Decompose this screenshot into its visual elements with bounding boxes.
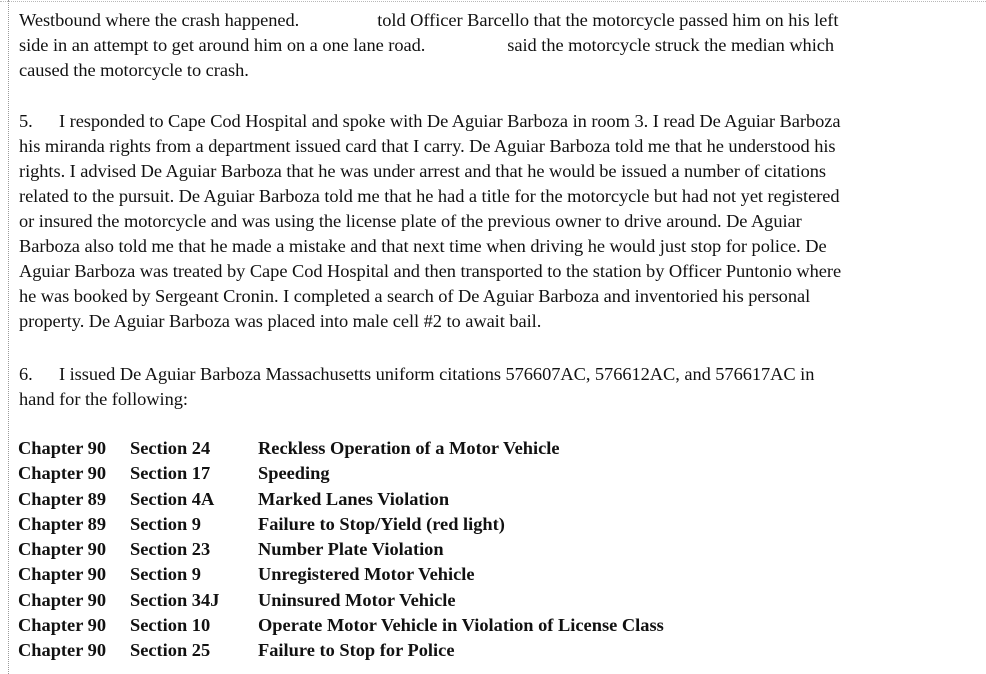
para5-number: 5. xyxy=(19,111,33,131)
para5-line-1-text: I responded to Cape Cod Hospital and spoke with De Aguiar Barboza in room 3. I read De Aguiar Barboza xyxy=(59,111,841,131)
citation-description: Uninsured Motor Vehicle xyxy=(258,589,456,610)
intro-line-1-part-a: Westbound where the crash happened. xyxy=(19,10,300,30)
citation-description: Operate Motor Vehicle in Violation of License Class xyxy=(258,615,664,636)
para6-line-1-text: I issued De Aguiar Barboza Massachusetts uniform citations 576607AC, 576612AC, and 576617AC in xyxy=(59,364,815,384)
citation-section: Section 10 xyxy=(130,615,211,636)
scan-edge-top xyxy=(0,1,986,2)
citation-section: Section 4A xyxy=(130,488,215,509)
para5-line-5: or insured the motorcycle and was using the license plate of the previous owner to drive around. De Aguiar xyxy=(19,211,802,231)
intro-line-3 xyxy=(19,59,249,81)
citation-chapter: Chapter 90 xyxy=(18,589,107,610)
citation-section: Section 34J xyxy=(130,589,220,610)
para5-line-7: Aguiar Barboza was treated by Cape Cod Hospital and then transported to the station by Officer Puntonio where xyxy=(19,261,842,281)
citation-chapter: Chapter 90 xyxy=(18,615,107,636)
citation-section: Section 9 xyxy=(130,513,202,534)
intro-line-3-text: caused the motorcycle to crash. xyxy=(19,60,249,80)
para5-line-3: rights. I advised De Aguiar Barboza that he was under arrest and that he would be issued a number of citations xyxy=(19,161,827,181)
citation-section: Section 23 xyxy=(130,539,211,560)
citation-description: Unregistered Motor Vehicle xyxy=(258,564,475,585)
scan-edge-left xyxy=(8,0,9,674)
intro-line-2-part-a: side in an attempt to get around him on a one lane road. xyxy=(19,35,426,55)
citation-description: Reckless Operation of a Motor Vehicle xyxy=(258,438,560,458)
intro-line-2 xyxy=(19,34,834,56)
citation-chapter: Chapter 89 xyxy=(18,488,107,509)
para6-line-2: hand for the following: xyxy=(19,389,188,409)
para5-line-1 xyxy=(19,110,840,132)
intro-line-1-part-b: told Officer Barcello that the motorcycle passed him on his left xyxy=(377,10,839,30)
citation-chapter: Chapter 90 xyxy=(18,640,107,661)
para5-line-9: property. De Aguiar Barboza was placed into male cell #2 to await bail. xyxy=(19,311,542,331)
para5-line-4: related to the pursuit. De Aguiar Barboza told me that he had a title for the motorcycle but had not yet registered xyxy=(19,186,840,206)
citation-description: Marked Lanes Violation xyxy=(258,488,450,509)
citation-chapter: Chapter 90 xyxy=(18,564,107,585)
citation-chapter: Chapter 89 xyxy=(18,513,107,534)
citation-chapter: Chapter 90 xyxy=(18,463,107,484)
para5-line-6: Barboza also told me that he made a mistake and that next time when driving he would just stop for police. De xyxy=(19,236,827,256)
citation-chapter: Chapter 90 xyxy=(18,539,107,560)
intro-line-1 xyxy=(19,9,838,31)
citation-section: Section 25 xyxy=(130,640,211,661)
para5-line-8: he was booked by Sergeant Cronin. I completed a search of De Aguiar Barboza and inventoried his personal xyxy=(19,286,811,306)
citation-section: Section 17 xyxy=(130,463,211,484)
citation-description: Number Plate Violation xyxy=(258,539,444,560)
citation-description: Failure to Stop/Yield (red light) xyxy=(258,513,505,534)
para6-line-1 xyxy=(19,363,814,385)
para6-number: 6. xyxy=(19,364,33,384)
citation-description: Speeding xyxy=(258,463,330,484)
citation-section: Section 9 xyxy=(130,564,202,585)
citation-section: Section 24 xyxy=(130,438,211,458)
para5-line-2: his miranda rights from a department issued card that I carry. De Aguiar Barboza told me that he understood his xyxy=(19,136,836,156)
citation-description: Failure to Stop for Police xyxy=(258,640,455,661)
citation-chapter: Chapter 90 xyxy=(18,438,107,458)
intro-line-2-part-b: said the motorcycle struck the median which xyxy=(507,35,835,55)
